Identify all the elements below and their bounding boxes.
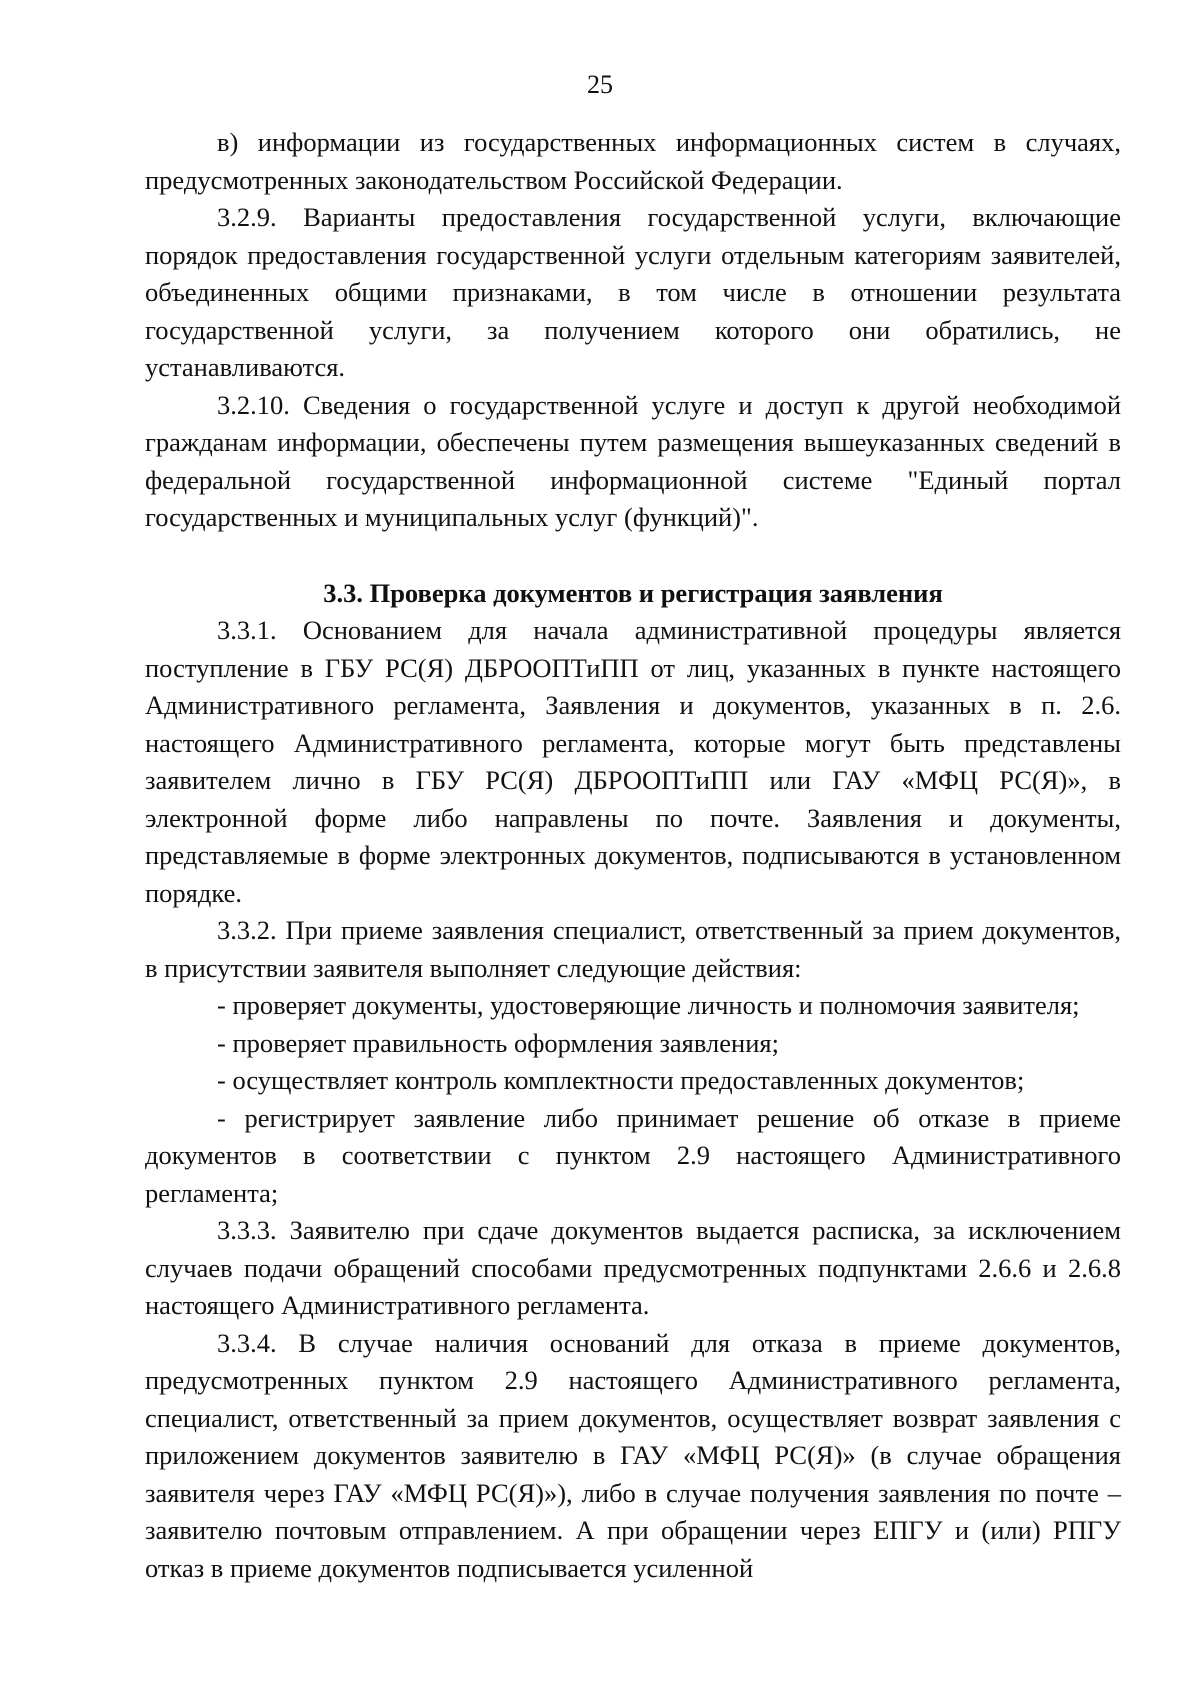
paragraph-3-3-2 xyxy=(145,912,1121,987)
paragraph-text: Варианты предоставления государственной услуги, включающие порядок предоставления государственной услуги отдельным категориям заявителей, объединенных общими признаками, в том числе в отношении результата государственной услуги, за получением которого они обратились, не устанавливаются. xyxy=(145,202,1122,382)
paragraph-number: 3.2.10. xyxy=(217,389,290,420)
list-item: - осуществляет контроль комплектности предоставленных документов; xyxy=(217,1065,1025,1095)
paragraph-number: 3.3.3. xyxy=(217,1215,277,1245)
paragraph-number: 3.3.1. xyxy=(217,615,277,645)
paragraph-text: В случае наличия оснований для отказа в приеме документов, предусмотренных пунктом 2.9 настоящего Административного регламента, специалист, ответственный за прием документов, осуществляет возврат заявления с приложением документов заявителю в ГАУ «МФЦ РС(Я)» (в случае обращения заявителя через ГАУ «МФЦ РС(Я)»), либо в случае получения заявления по почте – заявителю почтовым отправлением. А при обращении через ЕПГУ и (или) РПГУ отказ в приеме документов подписывается усиленной xyxy=(145,1327,1121,1583)
paragraph-text: Основанием для начала административной процедуры является поступление в ГБУ РС(Я) ДБРООПТиПП от лиц, указанных в пункте настоящего Административного регламента, Заявления и документов, указанных в п. 2.6. настоящего Административного регламента, которые могут быть представлены заявителем лично в ГБУ РС(Я) ДБРООПТиПП или ГАУ «МФЦ РС(Я)», в электронной форме либо направлены по почте. Заявления и документы, представляемые в форме электронных документов, подписываются в установленном порядке. xyxy=(145,615,1122,908)
paragraph-3-3-1 xyxy=(145,612,1121,912)
paragraph-number: 3.3.4. xyxy=(217,1327,277,1358)
paragraph-number: 3.2.9. xyxy=(217,202,277,232)
paragraph-3-2-10 xyxy=(145,387,1121,537)
paragraph-text: Заявителю при сдаче документов выдается расписка, за исключением случаев подачи обращений способами предусмотренных подпунктами 2.6.6 и 2.6.8 настоящего Административного регламента. xyxy=(145,1215,1121,1320)
list-item: - проверяет документы, удостоверяющие личность и полномочия заявителя; xyxy=(217,990,1080,1020)
paragraph-text: Сведения о государственной услуге и доступ к другой необходимой гражданам информации, обеспечены путем размещения вышеуказанных сведений в федеральной государственной информационной системе "Единый портал государственных и муниципальных услуг (функций)". xyxy=(145,389,1122,532)
paragraph-number: 3.3.2. xyxy=(217,915,277,945)
list-item: - проверяет правильность оформления заявления; xyxy=(217,1027,779,1058)
section-heading: 3.3. Проверка документов и регистрация заявления xyxy=(323,577,943,608)
paragraph-3-3-3 xyxy=(145,1212,1121,1325)
page-number: 25 xyxy=(587,70,613,99)
paragraph-3-2-9 xyxy=(145,199,1121,387)
document-body xyxy=(145,124,1121,1587)
paragraph-text: При приеме заявления специалист, ответственный за прием документов, в присутствии заявителя выполняет следующие действия: xyxy=(145,915,1122,983)
paragraph-3-3-4 xyxy=(145,1325,1121,1588)
list-item: - регистрирует заявление либо принимает решение об отказе в приеме документов в соответствии с пунктом 2.9 настоящего Административного регламента; xyxy=(145,1102,1121,1208)
paragraph-3-2-8-v: в) информации из государственных информационных систем в случаях, предусмотренных законодательством Российской Федерации. xyxy=(145,127,1121,195)
